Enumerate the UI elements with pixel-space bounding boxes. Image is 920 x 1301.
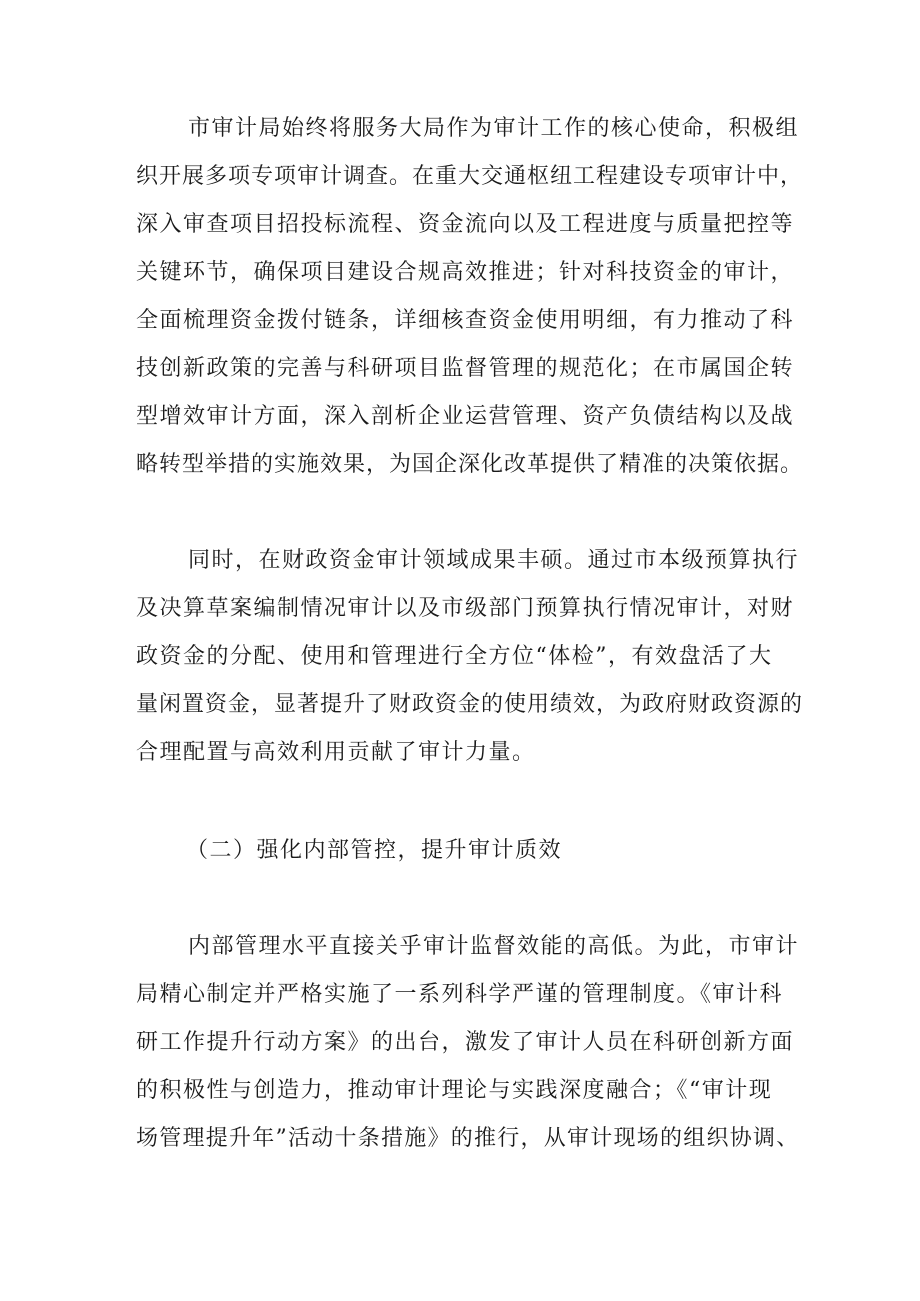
section-heading: （二）强化内部管控，提升审计质效 [186, 838, 563, 863]
paragraph-line: 同时，在财政资金审计领域成果丰硕。通过市本级预算执行 [188, 548, 800, 573]
paragraph-line: 内部管理水平直接关乎审计监督效能的高低。为此，市审计 [188, 934, 800, 959]
paragraph-line: 深入审查项目招投标流程、资金流向以及工程进度与质量把控等 [136, 212, 795, 237]
paragraph-line: 的积极性与创造力，推动审计理论与实践深度融合；《“审计现 [136, 1078, 773, 1103]
paragraph-line: 织开展多项专项审计调查。在重大交通枢纽工程建设专项审计中， [136, 164, 804, 189]
paragraph-line: 场管理提升年”活动十条措施》的推行，从审计现场的组织协调、 [136, 1126, 800, 1151]
paragraph-line: 合理配置与高效利用贡献了审计力量。 [136, 740, 536, 765]
paragraph-line: 略转型举措的实施效果，为国企深化改革提供了精准的决策依据。 [136, 452, 804, 477]
paragraph-line: 全面梳理资金拨付链条，详细核查资金使用明细，有力推动了科 [136, 308, 795, 333]
paragraph-line: 量闲置资金，显著提升了财政资金的使用绩效，为政府财政资源的 [136, 692, 804, 717]
paragraph-line: 市审计局始终将服务大局作为审计工作的核心使命，积极组 [188, 116, 800, 141]
paragraph-line: 研工作提升行动方案》的出台，激发了审计人员在科研创新方面 [136, 1030, 795, 1055]
paragraph-line: 关键环节，确保项目建设合规高效推进；针对科技资金的审计， [136, 260, 795, 285]
paragraph-line: 技创新政策的完善与科研项目监督管理的规范化；在市属国企转 [136, 356, 795, 381]
paragraph-line: 及决算草案编制情况审计以及市级部门预算执行情况审计，对财 [136, 596, 795, 621]
paragraph-line: 政资金的分配、使用和管理进行全方位“体检”，有效盘活了大 [136, 644, 773, 669]
paragraph-line: 型增效审计方面，深入剖析企业运营管理、资产负债结构以及战 [136, 404, 795, 429]
paragraph-line: 局精心制定并严格实施了一系列科学严谨的管理制度。《审计科 [136, 982, 784, 1007]
